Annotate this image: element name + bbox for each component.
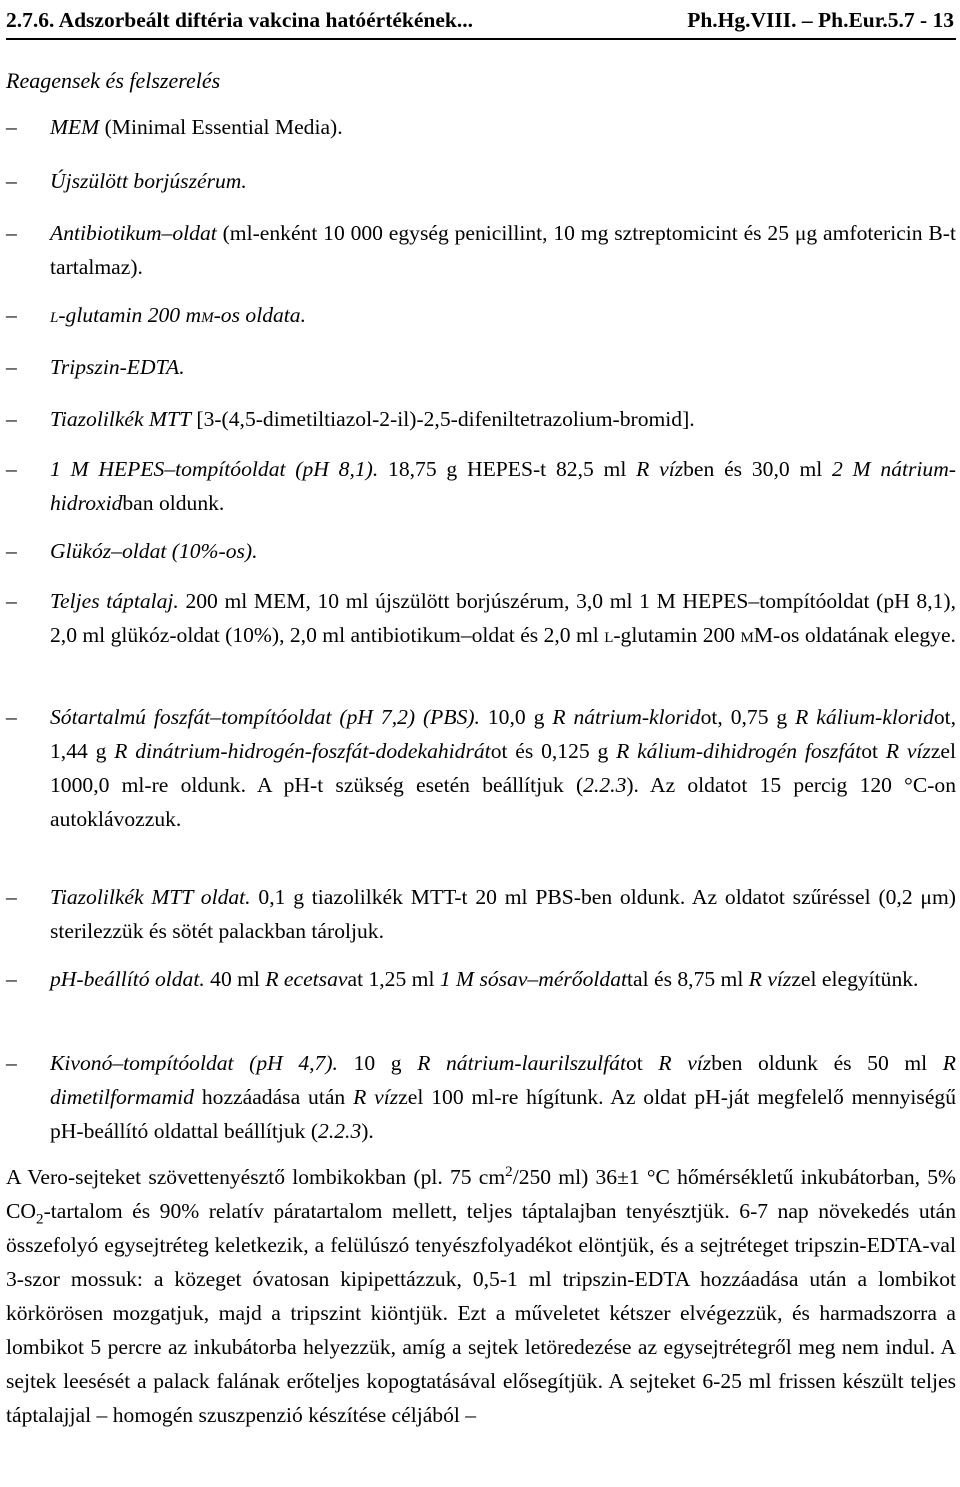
method-ref: 2.2.3 [318, 1119, 362, 1143]
reagent-name: Újszülött borjúszérum. [50, 169, 247, 193]
header-pharmacopoeia-ref: Ph.Hg.VIII. – Ph.Eur.5.7 - 13 [687, 8, 954, 32]
dash-bullet: – [6, 169, 17, 193]
list-item-medium [6, 584, 956, 652]
list-item-antibiotic [6, 216, 956, 284]
reagent-name: pH-beállító oldat. [50, 967, 205, 991]
list-item-pbs [6, 700, 956, 836]
reagent-desc: ). Az oldatot 15 percig 120 °C-on autoklávozzuk. [50, 773, 957, 831]
reagent-name: Antibiotikum–oldat [50, 221, 217, 245]
reagent-name: Tiazolilkék MTT oldat. [50, 885, 251, 909]
reagent-desc: zel elegyítünk. [791, 967, 919, 991]
reagent-desc: 10,0 g [479, 705, 553, 729]
reagent-ref: 1 M sósav–mérőoldat [439, 967, 627, 991]
reagent-ref: R nátrium-klorid [552, 705, 701, 729]
reagent-desc: zel 1000,0 ml-re oldunk. A pH-t szükség esetén beállítjuk ( [50, 739, 956, 797]
reagent-desc: ot, 0,75 g [700, 705, 796, 729]
dash-bullet: – [6, 885, 17, 909]
reagent-ref: R dimetilformamid [50, 1051, 956, 1109]
dash-bullet: – [6, 303, 17, 327]
reagent-prefix: l [604, 623, 614, 647]
reagent-desc: at 1,25 ml [347, 967, 440, 991]
reagent-name: -glutamin 200 m [58, 303, 202, 327]
dash-bullet: – [6, 115, 17, 139]
reagent-ref: R víz [658, 1051, 712, 1075]
header-chapter-title: 2.7.6. Adszorbeált diftéria vakcina hatóértékének... [6, 8, 473, 32]
reagent-ref: R kálium-klorid [795, 705, 934, 729]
reagent-desc: ot, 1,44 g [50, 705, 957, 763]
subscript: 2 [36, 1211, 44, 1228]
reagent-prefix: l [50, 303, 59, 327]
reagent-desc: ben és 30,0 ml [683, 457, 833, 481]
list-item-glucose [6, 534, 956, 568]
reagent-desc: ben oldunk és 50 ml [711, 1051, 943, 1075]
dash-bullet: – [6, 355, 17, 379]
list-item-mtt [6, 402, 956, 436]
reagent-desc: hozzáadása után [193, 1085, 354, 1109]
paragraph-text: /250 ml) 36±1 °C hőmérsékletű inkubátorban, 5% CO [6, 1165, 956, 1223]
reagent-desc: ). [361, 1119, 374, 1143]
reagent-ref: R víz [748, 967, 792, 991]
dash-bullet: – [6, 705, 17, 729]
reagent-name: Tripszin-EDTA. [50, 355, 185, 379]
list-item-glutamine [6, 298, 956, 332]
reagent-name: Sótartalmú foszfát–tompítóoldat (pH 7,2) (PBS). [50, 705, 480, 729]
list-item-ph-solution [6, 962, 956, 996]
reagent-desc: 18,75 g HEPES-t 82,5 ml [378, 457, 637, 481]
paragraph-text: -tartalom és 90% relatív páratartalom mellett, teljes táptalajban tenyésztjük. 6-7 nap növekedés után összefolyó egysejtréteg keletkezik, a felülúszó tenyészfolyadékot elöntjük, és a sejtréteget tripszin-EDTA-val 3-szor mossuk: a közeget óvatosan kipipettázzuk, 0,5-1 ml tripszin-EDTA hozzáadása után a lombikot körkörösen mozgatjuk, majd a tripszint kiöntjük. Ezt a műveletet kétszer elvégezzük, és harmadszorra a lombikot 5 percre az inkubátorba helyezzük, amíg a sejtek letöredezése az egysejtrétegről meg nem indul. A sejtek leesését a palack falának erőteljes kopogtatásával elősegítjük. A sejteket 6-25 ml frissen készült teljes táptalajjal – homogén szuszpenzió készítése céljából – [6, 1199, 956, 1427]
dash-bullet: – [6, 407, 17, 431]
dash-bullet: – [6, 457, 17, 481]
list-item-hepes [6, 452, 956, 520]
reagent-desc: tal és 8,75 ml [627, 967, 749, 991]
reagent-unit: m [740, 623, 754, 647]
reagent-name: Tiazolilkék MTT [50, 407, 191, 431]
list-item-mem [6, 110, 956, 144]
reagent-ref: R dinátrium-hidrogén-foszfát-dodekahidrát [114, 739, 491, 763]
list-item-mtt-solution [6, 880, 956, 948]
reagent-name: Teljes táptalaj. [50, 589, 179, 613]
reagent-ref: R nátrium-laurilszulfát [417, 1051, 626, 1075]
reagent-name: 1 M HEPES–tompítóoldat (pH 8,1). [50, 457, 379, 481]
reagent-ref: R víz [353, 1085, 399, 1109]
reagent-desc: (Minimal Essential Media). [99, 115, 343, 139]
reagent-desc: -glutamin 200 [613, 623, 741, 647]
reagent-name: MEM [50, 115, 100, 139]
reagent-ref: R víz [636, 457, 684, 481]
dash-bullet: – [6, 221, 17, 245]
reagent-ref: R ecetsav [265, 967, 348, 991]
method-ref: 2.2.3 [583, 773, 627, 797]
reagent-unit: m [201, 303, 214, 327]
reagent-desc: (ml-enként 10 000 egység penicillint, 10 mg sztreptomicint és 25 μg amfotericin B-t tartalmaz). [50, 221, 956, 279]
reagent-desc: 10 g [337, 1051, 418, 1075]
reagent-desc: 40 ml [204, 967, 266, 991]
dash-bullet: – [6, 539, 17, 563]
reagent-ref: 2 M nátrium-hidroxid [50, 457, 956, 515]
reagent-desc: ot [625, 1051, 659, 1075]
page-header [6, 2, 956, 40]
reagent-desc: ot [861, 739, 886, 763]
reagent-desc: ban oldunk. [122, 491, 225, 515]
reagent-name-rest: -os oldata. [213, 303, 306, 327]
reagent-ref: R kálium-dihidrogén foszfát [616, 739, 862, 763]
reagent-desc: zel 100 ml-re hígítunk. Az oldat pH-ját megfelelő mennyiségű pH-beállító oldattal beállítjuk ( [50, 1085, 956, 1143]
procedure-paragraph [6, 1160, 956, 1432]
reagent-desc: ot és 0,125 g [490, 739, 617, 763]
list-item-trypsin [6, 350, 956, 384]
section-title: Reagensek és felszerelés [6, 68, 221, 93]
reagent-desc: 200 ml MEM, 10 ml újszülött borjúszérum, 3,0 ml 1 M HEPES–tompítóoldat (pH 8,1), 2,0 ml glükóz-oldat (10%), 2,0 ml antibiotikum–oldat és 2,0 ml [50, 589, 956, 647]
reagent-ref: R víz [885, 739, 931, 763]
dash-bullet: – [6, 1051, 17, 1075]
dash-bullet: – [6, 589, 17, 613]
reagent-desc: [3-(4,5-dimetiltiazol-2-il)-2,5-difeniltetrazolium-bromid]. [190, 407, 695, 431]
paragraph-text: A Vero-sejteket szövettenyésztő lombikokban (pl. 75 cm [6, 1165, 506, 1189]
dash-bullet: – [6, 967, 17, 991]
reagent-name: Kivonó–tompítóoldat (pH 4,7). [50, 1051, 338, 1075]
reagent-name: Glükóz–oldat (10%-os). [50, 539, 258, 563]
reagent-desc: M-os oldatának elegye. [753, 623, 956, 647]
reagent-desc: 0,1 g tiazolilkék MTT-t 20 ml PBS-ben oldunk. Az oldatot szűréssel (0,2 μm) sterilezzük és sötét palackban tároljuk. [50, 885, 956, 943]
list-item-extraction [6, 1046, 956, 1148]
superscript: 2 [505, 1163, 513, 1180]
list-item-serum [6, 164, 956, 198]
